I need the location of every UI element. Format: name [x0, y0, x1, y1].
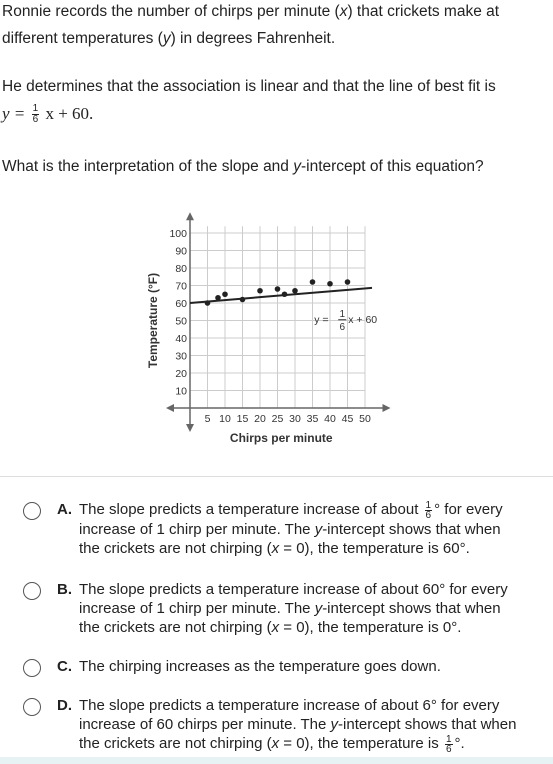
option-text [79, 580, 541, 637]
fraction-denominator: 6 [32, 114, 39, 126]
y-tick-label: 100 [169, 228, 187, 240]
line-label-lhs: y = [314, 313, 329, 326]
x-axis-label: Chirps per minute [229, 431, 333, 445]
line-label-denominator: 6 [339, 321, 346, 333]
variable-y: y [314, 520, 323, 538]
option-fraction [445, 735, 453, 754]
data-point [310, 279, 316, 285]
y-tick-label: 40 [175, 333, 187, 345]
fraction-numerator: 1 [445, 733, 452, 745]
x-tick-label: 5 [204, 413, 211, 425]
option-line: = 0), the temperature is [279, 735, 439, 752]
y-axis-arrow-down [186, 424, 194, 432]
option-text [79, 657, 541, 676]
divider [0, 476, 553, 477]
question-equation [2, 73, 547, 128]
option-line: The slope predicts a temperature increase of about 6° for every [79, 697, 500, 714]
variable-y: y [330, 716, 339, 733]
question-text: What is the interpretation of the slope and [2, 158, 294, 175]
option-line: = 0), the temperature is 0°. [279, 619, 462, 636]
equation-rhs: x + 60. [45, 104, 94, 123]
question-intro [2, 0, 547, 52]
option-fraction [425, 501, 433, 520]
option-line: -intercept shows that when [322, 600, 501, 617]
option-line: increase of 60 chirps per minute. The [79, 716, 331, 733]
question-text: He determines that the association is linear and that the line of best fit is [2, 78, 496, 95]
data-point [257, 288, 263, 294]
equation-fraction [32, 104, 40, 125]
x-tick-label: 35 [306, 413, 319, 425]
equation [2, 100, 547, 128]
option-line: The slope predicts a temperature increase of about [79, 501, 419, 518]
option-line: ° for every [434, 501, 503, 518]
fraction-denominator: 6 [425, 509, 432, 521]
option-line: = 0), the temperature is 60°. [279, 539, 470, 557]
x-tick-label: 10 [219, 413, 231, 425]
radio-option-c[interactable] [23, 659, 41, 677]
fraction-numerator: 1 [32, 103, 39, 115]
radio-option-b[interactable] [23, 582, 41, 600]
line-label-numerator: 1 [339, 308, 346, 320]
y-tick-label: 50 [175, 315, 187, 328]
option-line: the crickets are not chirping ( [79, 735, 272, 752]
option-line: The slope predicts a temperature increase of about 60° for every [79, 581, 508, 598]
radio-option-d[interactable] [23, 698, 41, 716]
data-point [282, 291, 288, 297]
option-letter: D. [57, 697, 72, 714]
x-tick-label: 50 [359, 413, 371, 425]
data-point [327, 281, 333, 287]
x-tick-label: 20 [254, 413, 266, 425]
variable-y: y [314, 600, 323, 617]
option-letter: A. [57, 501, 72, 518]
y-tick-label: 80 [175, 263, 187, 275]
x-tick-label: 25 [271, 413, 284, 425]
y-tick-label: 70 [175, 280, 187, 293]
variable-y: y [293, 158, 301, 175]
question-prompt [2, 153, 547, 180]
option-text [79, 500, 541, 558]
data-point [222, 291, 228, 297]
option-line: The chirping increases as the temperature goes down. [79, 658, 441, 675]
data-point [215, 295, 221, 301]
y-tick-label: 10 [175, 385, 187, 398]
variable-x: x [339, 3, 348, 20]
option-letter: C. [57, 658, 72, 675]
y-tick-label: 30 [175, 350, 187, 363]
option-line: increase of 1 chirp per minute. The [79, 520, 315, 538]
data-point [240, 297, 246, 303]
x-axis-arrow-left [166, 404, 174, 412]
fraction-numerator: 1 [425, 499, 432, 511]
option-text [79, 696, 541, 754]
option-line: -intercept shows that when [338, 716, 517, 733]
option-line: the crickets are not chirping ( [79, 619, 272, 636]
scatter-chart [140, 205, 400, 450]
variable-y: y [162, 30, 171, 47]
x-tick-label: 30 [289, 413, 301, 425]
question-text: Ronnie records the number of chirps per minute ( [2, 3, 340, 20]
data-point [345, 279, 351, 285]
option-letter: B. [57, 581, 72, 598]
line-label-rhs: x + 60 [348, 313, 378, 326]
variable-x: x [271, 539, 280, 557]
variable-x: x [271, 735, 280, 752]
x-tick-label: 40 [324, 413, 336, 425]
question-text: ) in degrees Fahrenheit. [170, 30, 336, 47]
y-tick-label: 90 [175, 245, 187, 258]
data-point [292, 288, 298, 294]
y-axis-label: Temperature (°F) [146, 272, 160, 369]
variable-x: x [271, 619, 280, 636]
question-text: -intercept of this equation? [300, 158, 484, 175]
option-line: -intercept shows that when [322, 520, 501, 538]
x-tick-label: 45 [341, 413, 354, 425]
equation-lhs: y = [2, 104, 26, 123]
y-tick-label: 20 [175, 368, 187, 380]
y-axis-arrow-up [186, 212, 194, 220]
question-text: ) that crickets make at different temperatures ( [2, 3, 500, 47]
option-line: increase of 1 chirp per minute. The [79, 600, 315, 617]
y-tick-label: 60 [175, 298, 187, 310]
data-point [275, 286, 281, 292]
x-axis-arrow-right [383, 404, 391, 412]
option-line: the crickets are not chirping ( [79, 539, 272, 557]
option-line: °. [454, 735, 465, 752]
x-tick-label: 15 [236, 413, 249, 425]
fraction-denominator: 6 [445, 743, 452, 755]
radio-option-a[interactable] [23, 502, 41, 520]
bottom-bar [0, 757, 553, 764]
data-point [205, 300, 211, 306]
